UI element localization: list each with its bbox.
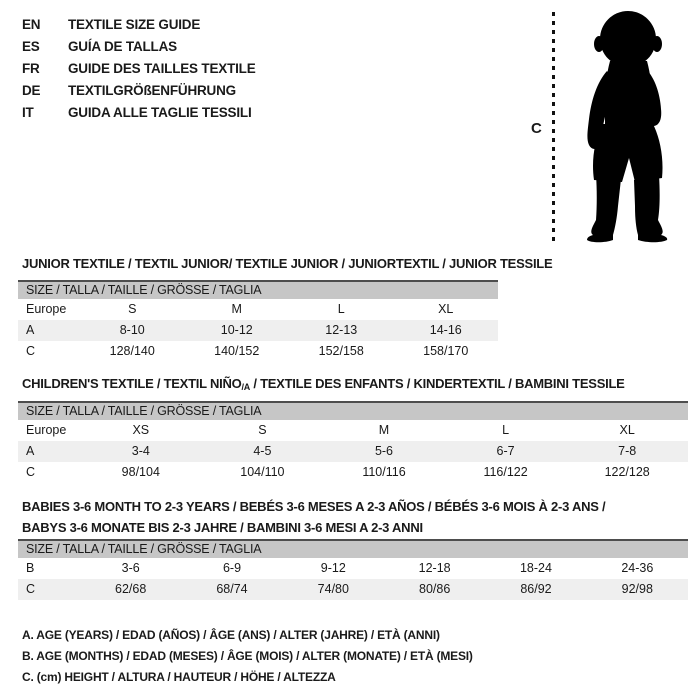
language-row-de <box>22 80 256 102</box>
table-row-sizes <box>18 299 498 320</box>
language-title: GUÍA DE TALLAS <box>68 39 177 54</box>
value-cell: 24-36 <box>621 561 654 575</box>
size-cell: L <box>337 302 345 316</box>
language-row-en <box>22 14 256 36</box>
size-cell: XS <box>132 423 150 437</box>
value-cell: 86/92 <box>520 582 552 596</box>
size-cell: XL <box>619 423 635 437</box>
language-title: GUIDA ALLE TAGLIE TESSILI <box>68 105 252 120</box>
value-cell: 128/140 <box>109 344 155 358</box>
value-cell: 12-18 <box>418 561 451 575</box>
size-header-band: SIZE / TALLA / TAILLE / GRÖSSE / TAGLIA <box>18 539 688 558</box>
children-size-table <box>18 401 688 483</box>
language-code: IT <box>22 105 34 120</box>
language-code: FR <box>22 61 40 76</box>
value-cell: 92/98 <box>621 582 653 596</box>
footnotes <box>22 625 473 688</box>
measure-label-c: C <box>531 120 542 137</box>
value-cell: 104/110 <box>240 465 285 479</box>
value-cell: 14-16 <box>429 323 462 337</box>
language-row-fr <box>22 58 256 80</box>
table-row-age <box>18 441 688 462</box>
value-cell: 8-10 <box>119 323 145 337</box>
babies-title-line2: BABYS 3-6 MONATE BIS 2-3 JAHRE / BAMBINI 3-6 MESI A 2-3 ANNI <box>22 520 423 535</box>
value-cell: 122/128 <box>604 465 650 479</box>
language-row-es <box>22 36 256 58</box>
size-header-band: SIZE / TALLA / TAILLE / GRÖSSE / TAGLIA <box>18 280 498 299</box>
value-cell: 3-6 <box>121 561 140 575</box>
value-cell: 110/116 <box>362 465 406 479</box>
table-row-age <box>18 320 498 341</box>
language-code: EN <box>22 17 41 32</box>
junior-size-table <box>18 280 498 362</box>
babies-size-table <box>18 539 688 600</box>
value-cell: 68/74 <box>216 582 248 596</box>
size-header-band: SIZE / TALLA / TAILLE / GRÖSSE / TAGLIA <box>18 401 688 420</box>
value-cell: 6-9 <box>222 561 242 575</box>
size-cell: S <box>128 302 137 316</box>
value-cell: 6-7 <box>496 444 515 458</box>
language-title: GUIDE DES TAILLES TEXTILE <box>68 61 256 76</box>
value-cell: 74/80 <box>317 582 349 596</box>
row-label: A <box>26 444 35 458</box>
table-row-height <box>18 341 498 362</box>
value-cell: 140/152 <box>214 344 260 358</box>
row-label: A <box>26 323 35 337</box>
row-label: C <box>26 582 36 596</box>
junior-table-title: JUNIOR TEXTILE / TEXTIL JUNIOR/ TEXTILE JUNIOR / JUNIORTEXTIL / JUNIOR TESSILE <box>22 256 553 271</box>
row-label: B <box>26 561 35 575</box>
language-row-it <box>22 102 256 124</box>
language-code: DE <box>22 83 41 98</box>
row-label: C <box>26 465 36 479</box>
language-title: TEXTILGRÖßENFÜHRUNG <box>68 83 236 98</box>
value-cell: 9-12 <box>320 561 346 575</box>
value-cell: 4-5 <box>253 444 272 458</box>
footnote-c: C. (cm) HEIGHT / ALTURA / HAUTEUR / HÖHE / ALTEZZA <box>22 670 336 684</box>
size-cell: M <box>231 302 242 316</box>
table-row-sizes <box>18 420 688 441</box>
value-cell: 98/104 <box>121 465 160 479</box>
language-list <box>22 14 256 124</box>
table-row-months <box>18 558 688 579</box>
value-cell: 3-4 <box>131 444 150 458</box>
footnote-b: B. AGE (MONTHS) / EDAD (MESES) / ÂGE (MOIS) / ALTER (MONATE) / ETÀ (MESI) <box>22 649 473 663</box>
size-cell: S <box>258 423 267 437</box>
language-title: TEXTILE SIZE GUIDE <box>68 17 201 32</box>
children-title-suffix: / TEXTILE DES ENFANTS / KINDERTEXTIL / BAMBINI TESSILE <box>249 376 625 391</box>
table-row-height <box>18 462 688 483</box>
value-cell: 7-8 <box>618 444 637 458</box>
size-cell: XL <box>438 302 454 316</box>
size-cell: M <box>378 423 390 437</box>
value-cell: 10-12 <box>220 323 253 337</box>
babies-table-title <box>22 496 605 538</box>
table-row-height <box>18 579 688 600</box>
language-code: ES <box>22 39 40 54</box>
value-cell: 158/170 <box>423 344 469 358</box>
value-cell: 62/68 <box>115 582 147 596</box>
children-title-subscript: /A <box>241 382 250 392</box>
row-label: C <box>26 344 36 358</box>
babies-title-line1: BABIES 3-6 MONTH TO 2-3 YEARS / BEBÉS 3-6 MESES A 2-3 AÑOS / BÉBÉS 3-6 MOIS À 2-3 ANS / <box>22 499 606 514</box>
value-cell: 152/158 <box>318 344 364 358</box>
children-table-title <box>22 373 625 398</box>
value-cell: 116/122 <box>483 465 528 479</box>
height-measure-dashed-line <box>552 12 555 245</box>
toddler-silhouette-icon <box>561 6 695 246</box>
value-cell: 80/86 <box>419 582 451 596</box>
region-label: Europe <box>26 302 67 316</box>
region-label: Europe <box>26 423 67 437</box>
footnote-a: A. AGE (YEARS) / EDAD (AÑOS) / ÂGE (ANS) / ALTER (JAHRE) / ETÀ (ANNI) <box>22 628 440 642</box>
children-title-prefix: CHILDREN'S TEXTILE / TEXTIL NIÑO <box>22 376 242 391</box>
value-cell: 5-6 <box>374 444 394 458</box>
size-cell: L <box>502 423 510 437</box>
value-cell: 18-24 <box>519 561 552 575</box>
value-cell: 12-13 <box>325 323 358 337</box>
